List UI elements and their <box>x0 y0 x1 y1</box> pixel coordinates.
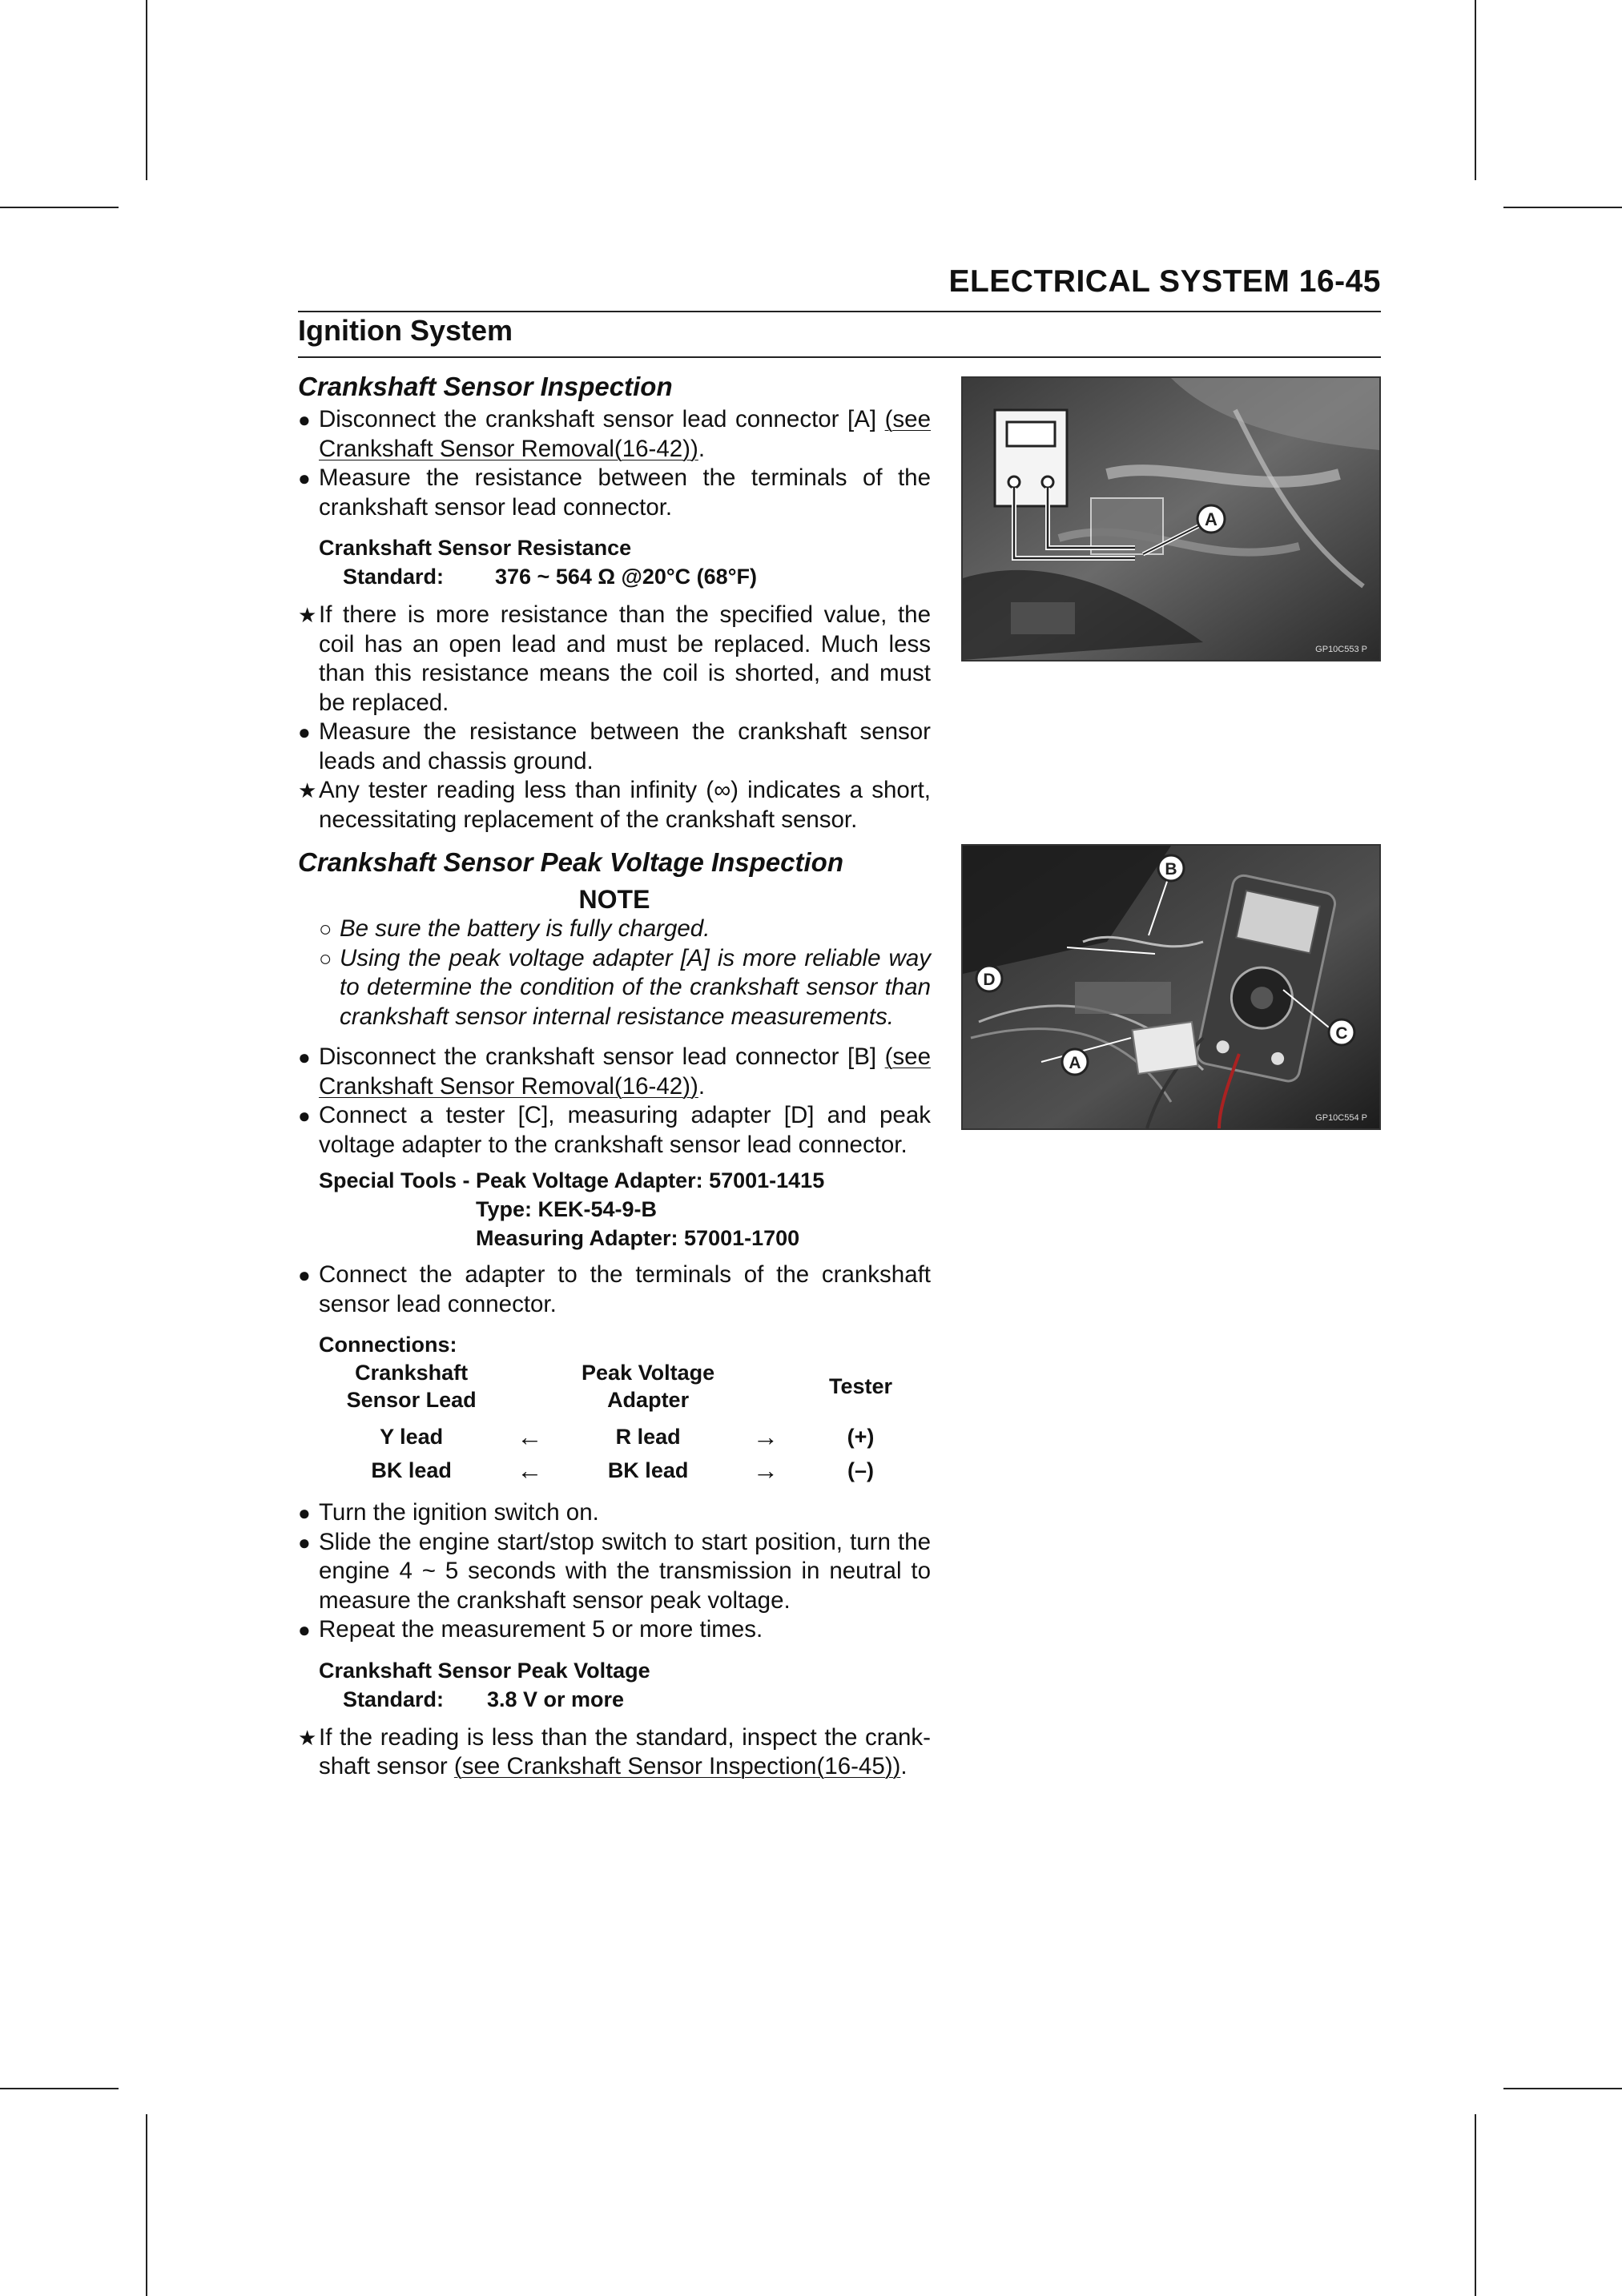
table-cell: Y lead <box>380 1425 444 1449</box>
list-item: ● Turn the ignition switch on. <box>298 1498 931 1528</box>
list-item: ● Connect a tester [C], measuring adapter [D] and peak voltage adapter to the crankshaft sensor lead connector. <box>298 1102 931 1158</box>
star-icon: ★ <box>298 1725 317 1750</box>
crop-mark <box>146 2114 147 2296</box>
note-title: NOTE <box>578 885 650 914</box>
table-cell: BK lead <box>607 1458 689 1482</box>
figure-crankshaft-connector-photo <box>961 376 1381 661</box>
bullet-icon: ● <box>298 720 311 744</box>
table-cell: (–) <box>847 1458 875 1482</box>
arrow-left-icon: ← <box>517 1456 543 1485</box>
spec-value: 3.8 V or more <box>487 1687 625 1711</box>
tool-line: Measuring Adapter: 57001-1700 <box>476 1226 800 1250</box>
crop-mark <box>1503 2088 1622 2089</box>
list-item: ● Measure the resistance between the terminals of the crankshaft sensor lead connector. <box>298 464 931 521</box>
figure-code: GP10C554 P <box>1315 1113 1367 1123</box>
list-item: ● Disconnect the crankshaft sensor lead connector [A] (see Crankshaft Sensor Removal(16-42)). <box>298 406 931 462</box>
column-header <box>504 1359 555 1420</box>
column-header: Crankshaft Sensor Lead <box>346 1361 477 1412</box>
list-item: ● Repeat the measurement 5 or more times. <box>298 1615 931 1645</box>
list-item: ★ If there is more resistance than the specified value, the coil has an open lead and must be replaced. Much less than this resistance means the coil is shorted, and must be replaced. <box>298 601 931 716</box>
callout-label: B <box>1165 860 1177 879</box>
bullet-icon: ● <box>298 1501 311 1525</box>
crop-mark <box>1503 207 1622 208</box>
resistance-spec <box>298 533 931 591</box>
circle-bullet-icon: ○ <box>319 946 332 971</box>
spec-title: Crankshaft Sensor Resistance <box>319 536 632 560</box>
spec-title: Crankshaft Sensor Peak Voltage <box>319 1658 650 1683</box>
header-rule <box>298 311 1381 312</box>
list-item: ● Disconnect the crankshaft sensor lead connector [B] (see Crankshaft Sensor Removal(16-42)). <box>298 1043 931 1100</box>
column-header <box>741 1359 791 1420</box>
spec-label: Standard: <box>343 565 445 589</box>
tool-line: Type: KEK-54-9-B <box>476 1197 658 1221</box>
peak-voltage-title: Crankshaft Sensor Peak Voltage Inspection <box>298 847 843 877</box>
note-item: ○ Be sure the battery is fully charged. <box>298 915 931 944</box>
column-header: Peak Voltage Adapter <box>582 1361 715 1412</box>
arrow-left-icon: ← <box>517 1422 543 1451</box>
inspection-title: Crankshaft Sensor Inspection <box>298 372 673 401</box>
bullet-icon: ● <box>298 408 311 432</box>
cross-reference-link[interactable]: (see Crankshaft Sensor Removal(16-42)) <box>319 1043 931 1100</box>
crop-mark <box>146 0 147 180</box>
peak-voltage-spec <box>298 1656 931 1714</box>
list-item: ● Slide the engine start/stop switch to start position, turn the engine 4 ~ 5 seconds with the transmission in neutral to measure the crankshaft sensor peak voltage. <box>298 1528 931 1614</box>
bullet-icon: ● <box>298 466 311 490</box>
crop-mark <box>0 2088 119 2089</box>
list-item: ● Measure the resistance between the crankshaft sensor leads and chassis ground. <box>298 718 931 774</box>
connections-label: Connections: <box>319 1333 457 1357</box>
bullet-icon: ● <box>298 1104 311 1128</box>
table-header-row <box>319 1359 931 1420</box>
column-header: Tester <box>829 1374 893 1398</box>
connections-table <box>319 1359 931 1487</box>
tool-line: Peak Voltage Adapter: 57001-1415 <box>476 1168 825 1192</box>
page-header: ELECTRICAL SYSTEM 16-45 <box>948 264 1381 299</box>
note-item: ○ Using the peak voltage adapter [A] is more reliable way to determine the condition of the crankshaft sensor than crankshaft sensor internal resistance measurements. <box>319 944 931 1030</box>
crop-mark <box>0 207 119 208</box>
main-column <box>298 370 931 1782</box>
spec-label: Standard: <box>343 1687 445 1711</box>
tools-label: Special Tools - <box>319 1168 470 1192</box>
bullet-icon: ● <box>298 1618 311 1642</box>
table-cell: R lead <box>615 1425 681 1449</box>
cross-reference-link[interactable]: (see Crankshaft Sensor Inspection(16-45)) <box>453 1753 901 1779</box>
star-icon: ★ <box>298 603 317 627</box>
crop-mark <box>1475 2114 1476 2296</box>
arrow-right-icon: → <box>752 1456 779 1485</box>
callout-label: D <box>983 971 996 989</box>
special-tools <box>298 1166 931 1253</box>
photo-illustration <box>963 846 1379 1128</box>
table-row <box>319 1420 931 1454</box>
bullet-icon: ● <box>298 1045 311 1069</box>
figure-peak-voltage-tester-photo <box>961 844 1381 1130</box>
callout-label: C <box>1335 1024 1348 1043</box>
figure-code: GP10C553 P <box>1315 645 1367 654</box>
section-rule <box>298 356 1381 358</box>
bullet-icon: ● <box>298 1530 311 1554</box>
photo-illustration <box>963 378 1379 660</box>
callout-label: A <box>1205 509 1218 529</box>
callout-label: A <box>1069 1054 1081 1072</box>
arrow-right-icon: → <box>752 1422 779 1451</box>
section-title: Ignition System <box>298 314 513 347</box>
table-cell: (+) <box>847 1425 875 1449</box>
bullet-icon: ● <box>298 1263 311 1287</box>
spec-value: 376 ~ 564 Ω @20°C (68°F) <box>495 565 757 589</box>
circle-bullet-icon: ○ <box>319 917 332 941</box>
list-item: ★ Any tester reading less than infinity (∞) indicates a short, necessitating replacement of the crankshaft sensor. <box>298 777 931 833</box>
crop-mark <box>1475 0 1476 180</box>
star-icon: ★ <box>298 778 317 802</box>
list-item: ★ If the reading is less than the standard, inspect the crank-shaft sensor (see Crankshaft Sensor Inspection(16-45)). <box>298 1723 931 1779</box>
cross-reference-link[interactable]: (see Crankshaft Sensor Removal(16-42)) <box>319 406 931 462</box>
table-row <box>319 1454 931 1487</box>
table-cell: BK lead <box>371 1458 452 1482</box>
list-item: ● Connect the adapter to the terminals of the crankshaft sensor lead connector. <box>298 1261 931 1317</box>
